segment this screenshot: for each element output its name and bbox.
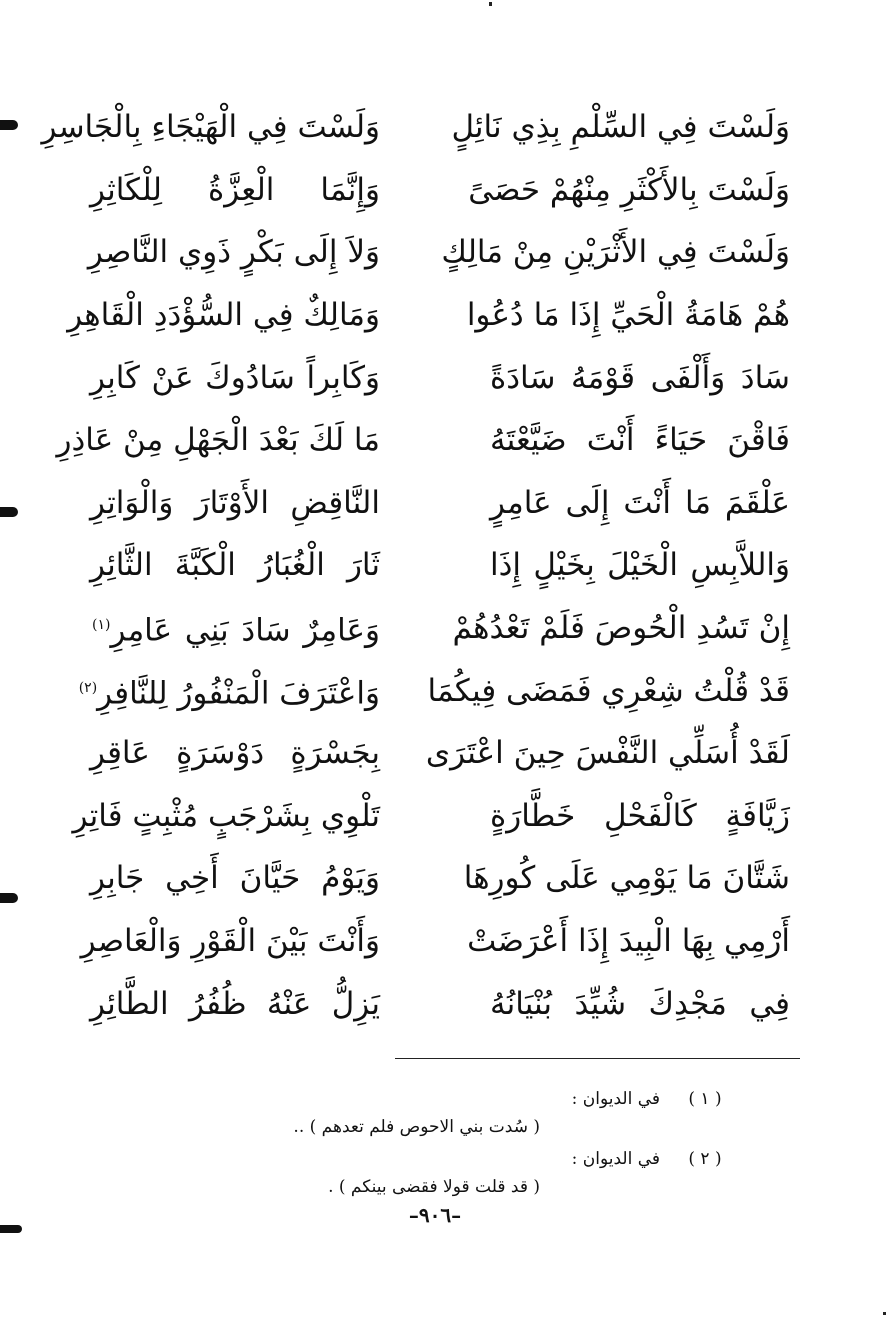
hemistich-text: فِي مَجْدِكَ شُيِّدَ بُنْيَانُهُ [490,985,790,1022]
verse-line [78,659,790,722]
verse-line [87,221,790,284]
second-hemistich [67,293,380,337]
hemistich-text: زَيَّافَةٍ كَالْفَحْلِ خَطَّارَةٍ [490,797,790,834]
first-hemistich [490,356,790,400]
footnote-2 [170,1145,730,1173]
hemistich-text: أَرْمِي بِهَا الْبِيدَ إِذَا أَعْرَضَتْ [467,923,790,960]
first-hemistich [467,919,790,963]
second-hemistich [90,356,380,400]
hemistich-text: النَّاقِضِ الأَوْتَارَ وَالْوَاتِرِ [90,484,380,521]
verse-line [90,722,790,785]
verse-line [56,409,790,472]
footnote-reference: (٢) [78,679,98,696]
verse-line [90,159,790,222]
second-hemistich [90,168,380,212]
hemistich-text: وَلَسْتَ فِي الأَثْرَيْنِ مِنْ مَالِكٍ [441,234,790,271]
footnote-number: ( ١ ) [688,1089,722,1109]
verse-line [90,847,790,910]
first-hemistich [441,230,790,274]
footnote-label: في الديوان : [571,1089,660,1109]
hemistich-text: فَاقْنَ حَيَاءً أَنْتَ ضَيَّعْتَهُ [490,422,790,459]
second-hemistich [90,603,380,652]
verse-line [41,96,790,159]
footnote-number: ( ٢ ) [688,1149,722,1169]
first-hemistich [466,293,790,337]
hemistich-text: وَاللاَّبِسِ الْخَيْلَ بِخَيْلٍ إِذَا [490,547,790,584]
verse-line [90,472,790,535]
first-hemistich [451,105,790,149]
hemistich-text: وَلَسْتَ بِالأَكْثَرِ مِنْهُمْ حَصَىً [468,171,790,208]
verse-line [90,346,790,409]
first-hemistich [427,669,790,713]
binding-mark [0,507,18,517]
footnote-1 [170,1085,730,1113]
footnote-reference: (١) [92,617,111,634]
hemistich-text: بِجَسْرَةٍ دَوْسَرَةٍ عَاقِرِ [90,735,380,772]
hemistich-text: يَزِلُّ عَنْهُ ظُفُرُ الطَّائِرِ [90,985,380,1022]
hemistich-text: مَا لَكَ بَعْدَ الْجَهْلِ مِنْ عَاذِرِ [56,422,380,459]
verse-line [72,785,790,848]
hemistich-text: سَادَ وَأَلْفَى قَوْمَهُ سَادَةً [490,359,790,396]
hemistich-text: ثَارَ الْغُبَارُ الْكَبَّةَ الثَّائِرِ [90,547,380,584]
hemistich-text: وَمَالِكٌ فِي السُّؤْدَدِ الْقَاهِرِ [67,297,380,334]
poem [41,96,790,1035]
first-hemistich [490,543,790,587]
hemistich-text: وَأَنْتَ بَيْنَ الْقَوْرِ وَالْعَاصِرِ [80,923,380,960]
first-hemistich [490,794,790,838]
first-hemistich [463,856,790,900]
verse-line [90,534,790,597]
hemistich-text: عَلْقَمَ مَا أَنْتَ إِلَى عَامِرٍ [490,484,790,521]
second-hemistich [78,666,380,715]
second-hemistich [90,856,380,900]
first-hemistich [490,481,790,525]
first-hemistich [452,606,790,650]
hemistich-text: وَلَسْتَ فِي الْهَيْجَاءِ بِالْجَاسِرِ [41,109,380,146]
footnote-separator [395,1058,800,1059]
second-hemistich [41,105,380,149]
hemistich-text: شَتَّانَ مَا يَوْمِي عَلَى كُورِهَا [463,860,790,897]
verse-line [67,284,790,347]
hemistich-text: وَكَابِراً سَادُوكَ عَنْ كَابِرِ [90,359,380,396]
page-number: –٩٠٦– [408,1203,462,1227]
second-hemistich [87,230,380,274]
second-hemistich [90,731,380,775]
second-hemistich [90,543,380,587]
second-hemistich [72,794,380,838]
binding-mark [0,120,18,130]
first-hemistich [490,982,790,1026]
verse-line [80,910,790,973]
hemistich-text: تَلْوِي بِشَرْجَبٍ مُثْبِتٍ فَاتِرِ [72,797,380,834]
binding-mark [0,893,18,903]
hemistich-text: وَإِنَّمَا الْعِزَّةُ لِلْكَاثِرِ [90,171,380,208]
second-hemistich [80,919,380,963]
first-hemistich [468,168,790,212]
verse-line [90,972,790,1035]
binding-mark [0,1225,22,1233]
footnote-1-quote [170,1113,730,1141]
hemistich-text: هُمْ هَامَةُ الْحَيِّ إِذَا مَا دُعُوا [466,297,790,334]
footnote-quote: ( سُدت بني الاحوص فلم تعدهم ) .. [293,1117,540,1137]
verse-line [90,597,790,660]
first-hemistich [425,731,790,775]
footnote-2-quote [170,1173,730,1201]
hemistich-text: إِنْ تَسُدِ الْحُوصَ فَلَمْ تَعْدُهُمْ [452,610,790,647]
hemistich-text: وَاعْتَرَفَ الْمَنْفُورُ لِلنَّافِرِ [97,675,380,712]
first-hemistich [490,418,790,462]
hemistich-text: لَقَدْ أُسَلِّي النَّفْسَ حِينَ اعْتَرَى [425,735,790,772]
ink-speck [489,2,492,6]
hemistich-text: وَيَوْمُ حَيَّانَ أَخِي جَابِرِ [90,860,380,897]
hemistich-text: وَعَامِرٌ سَادَ بَنِي عَامِرِ [110,612,380,649]
second-hemistich [90,982,380,1026]
footnote-quote: ( قد قلت قولا فقضى بينكم ) . [328,1177,540,1197]
footnote-label: في الديوان : [571,1149,660,1169]
hemistich-text: قَدْ قُلْتُ شِعْرِي فَمَضَى فِيكُمَا [427,672,790,709]
hemistich-text: وَلَسْتَ فِي السِّلْمِ بِذِي نَائِلٍ [451,109,790,146]
hemistich-text: وَلاَ إِلَى بَكْرٍ ذَوِي النَّاصِرِ [87,234,380,271]
footnotes [170,1085,730,1201]
second-hemistich [56,418,380,462]
second-hemistich [90,481,380,525]
ink-speck [883,1312,886,1315]
